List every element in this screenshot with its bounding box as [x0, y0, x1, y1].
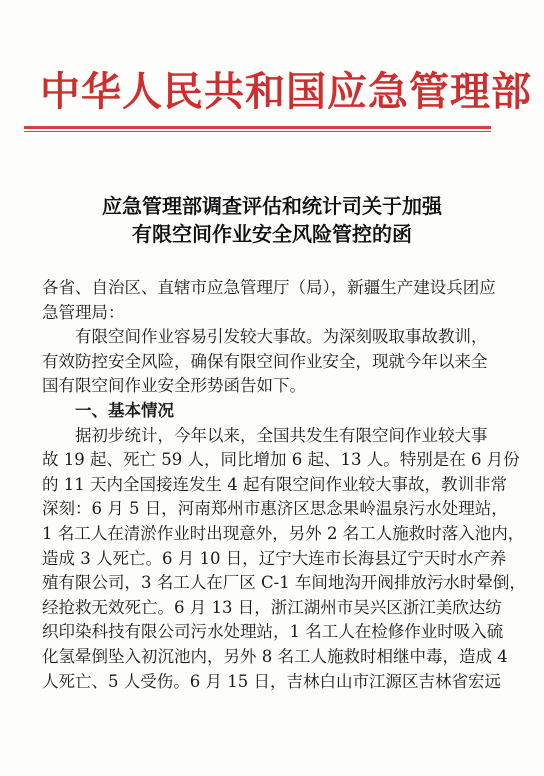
para-line: 深刻：6 月 5 日，河南郑州市惠济区思念果岭温泉污水处理站，	[42, 499, 508, 519]
para-line: 人死亡、5 人受伤。6 月 15 日，吉林白山市江源区吉林省宏远	[42, 671, 501, 691]
recipient-line-1: 各省、自治区、直辖市应急管理厅（局），新疆生产建设兵团应	[42, 278, 496, 297]
para-line: 织印染科技有限公司污水处理站，1 名工人在检修作业时吸入硫	[42, 622, 504, 642]
para-line: 经抢救无效死亡。6 月 13 日，浙江湖州市吴兴区浙江美欣达纺	[42, 597, 502, 617]
recipient-line-2: 急管理局：	[42, 302, 125, 322]
section-heading-1: 一、基本情况	[75, 400, 174, 420]
document-body	[42, 276, 526, 694]
para-line: 的 11 天内全国接连发生 4 起有限空间作业较大事故，教训非常	[42, 474, 507, 494]
header-rule-thin	[24, 131, 491, 132]
para-line: 1 名工人在清淤作业时出现意外，另外 2 名工人施救时落入池内，	[42, 523, 525, 543]
intro-line-2: 有效防控安全风险，确保有限空间作业安全，现就今年以来全	[42, 351, 488, 371]
org-header: 中华人民共和国应急管理部	[40, 68, 532, 115]
para-line: 据初步统计，今年以来，全国共发生有限空间作业较大事	[75, 425, 488, 445]
para-line: 化氢晕倒坠入初沉池内，另外 8 名工人施救时相继中毒，造成 4	[42, 646, 508, 666]
title-line-2: 有限空间作业安全风险管控的函	[132, 222, 412, 246]
intro-line-1: 有限空间作业容易引发较大事故。为深刻吸取事故教训，	[75, 327, 488, 347]
para-line: 殖有限公司，3 名工人在厂区 C-1 车间地沟开阀排放污水时晕倒，	[42, 573, 526, 593]
title-line-1: 应急管理部调查评估和统计司关于加强	[102, 194, 442, 218]
header-rule-thick	[24, 126, 491, 129]
intro-line-3: 国有限空间作业安全形势函告如下。	[42, 376, 306, 396]
para-line: 故 19 起、死亡 59 人，同比增加 6 起、13 人。特别是在 6 月份	[42, 450, 520, 470]
document-title	[40, 192, 504, 248]
para-line: 造成 3 人死亡。6 月 10 日，辽宁大连市长海县辽宁天时水产养	[42, 548, 507, 568]
